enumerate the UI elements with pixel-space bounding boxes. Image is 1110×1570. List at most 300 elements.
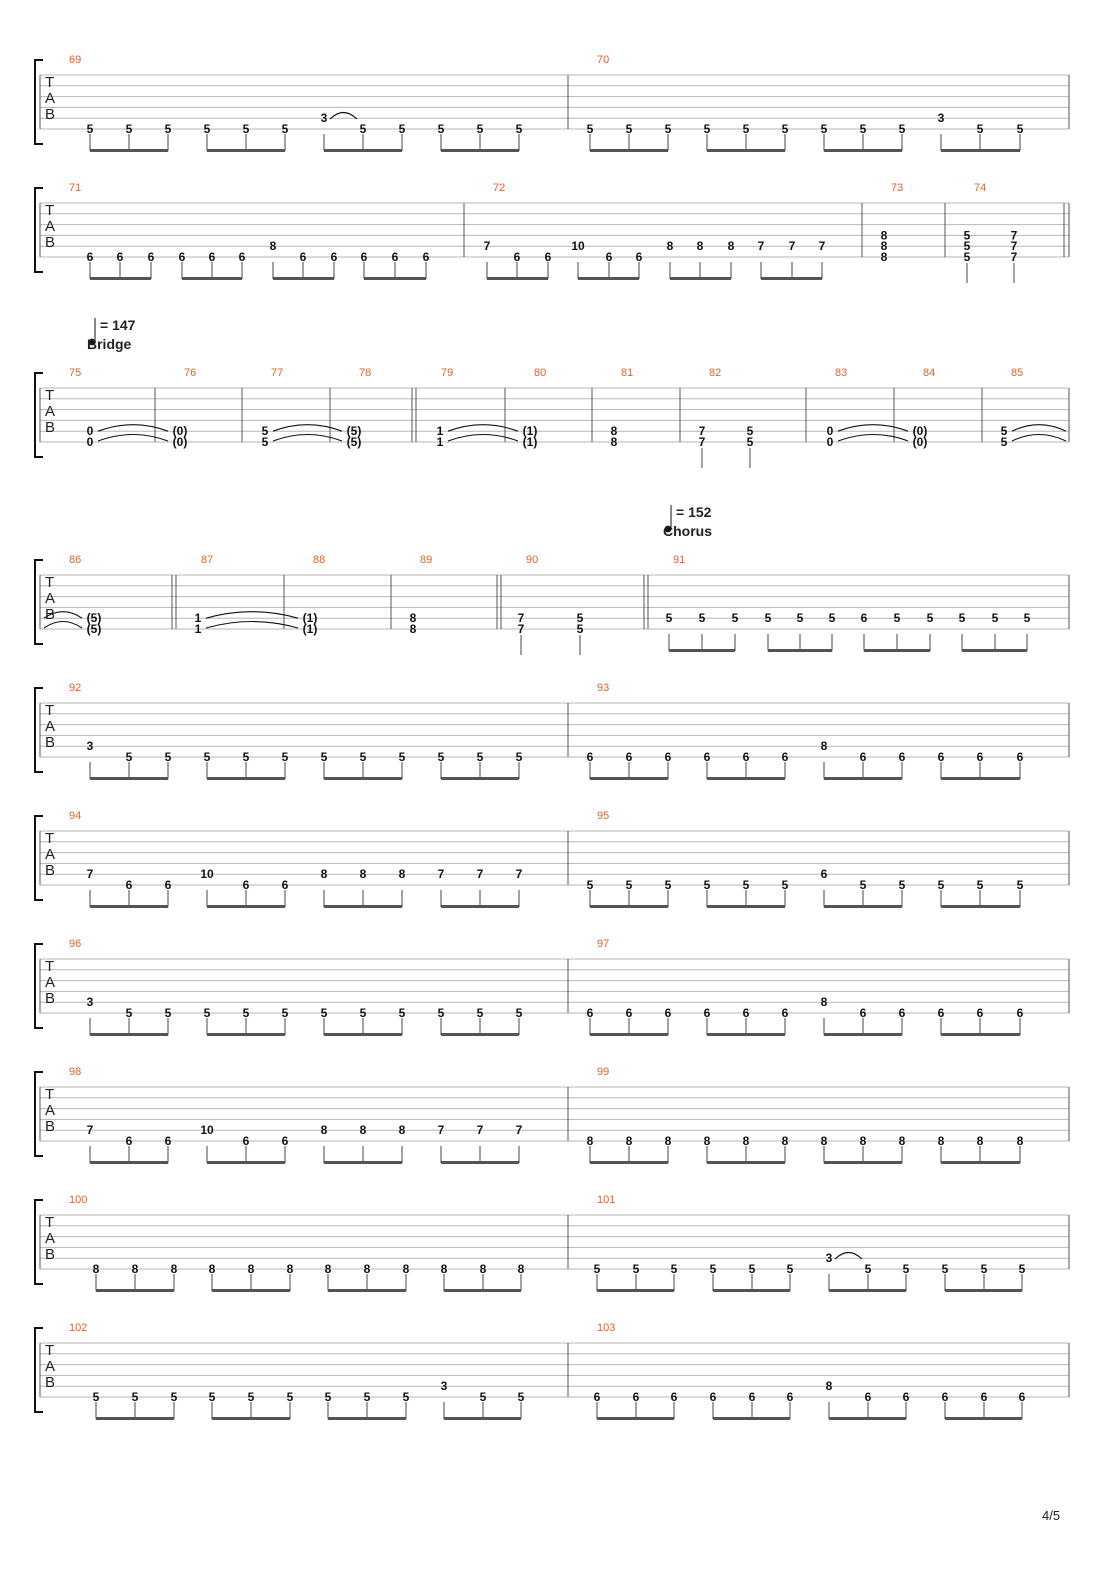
fret-number: 5 — [963, 228, 971, 243]
fret-number: (0) — [172, 435, 188, 449]
fret-number: 5 — [963, 239, 971, 254]
measure-number: 87 — [201, 554, 214, 566]
fret-number: 5 — [781, 878, 789, 892]
measure-number: 69 — [69, 54, 82, 66]
fret-number: 8 — [286, 1262, 294, 1276]
fret-number: 6 — [1018, 1390, 1026, 1404]
fret-number: 6 — [670, 1390, 678, 1404]
fret-number: 5 — [476, 750, 484, 764]
fret-number: 5 — [586, 878, 594, 892]
note-beam — [324, 777, 402, 780]
fret-number: 5 — [898, 878, 906, 892]
fret-number: 6 — [902, 1390, 910, 1404]
note-beam — [441, 1161, 519, 1164]
fret-number: 5 — [261, 435, 269, 449]
note-beam — [670, 277, 731, 280]
fret-number: (0) — [912, 435, 928, 449]
measure-number: 97 — [597, 938, 610, 950]
fret-number: 8 — [479, 1262, 487, 1276]
note-beam — [962, 649, 1027, 652]
fret-number: 5 — [893, 611, 901, 626]
fret-number: 6 — [116, 250, 124, 264]
tab-clef-letter: A — [45, 846, 56, 863]
fret-number: 5 — [746, 424, 754, 439]
fret-number: 5 — [781, 122, 789, 136]
note-beam — [212, 1289, 290, 1292]
note-beam — [824, 1033, 902, 1036]
fret-number: 5 — [359, 1006, 367, 1020]
measure-number: 81 — [621, 367, 634, 379]
fret-number: 5 — [820, 122, 828, 136]
note-beam — [90, 777, 168, 780]
tab-clef-letter: B — [45, 419, 56, 436]
note-beam — [945, 1289, 1022, 1292]
tie-arc — [1012, 435, 1066, 442]
note-beam — [941, 1033, 1020, 1036]
fret-number: 6 — [748, 1390, 756, 1404]
fret-number: 5 — [1000, 424, 1008, 439]
fret-number: 7 — [437, 1123, 445, 1138]
fret-number: 5 — [665, 611, 673, 626]
fret-number: 5 — [286, 1390, 294, 1404]
measure-number: 86 — [69, 554, 82, 566]
fret-number: 8 — [825, 1379, 833, 1394]
fret-number: 8 — [742, 1134, 750, 1148]
fret-number: 8 — [820, 739, 828, 754]
fret-number: 5 — [625, 878, 633, 892]
measure-number: 78 — [359, 367, 372, 379]
fret-number: 5 — [1018, 1262, 1026, 1276]
fret-number: 5 — [247, 1390, 255, 1404]
note-beam — [597, 1289, 674, 1292]
fret-number: 5 — [261, 424, 269, 439]
tab-clef-letter: A — [45, 1358, 56, 1375]
fret-number: 8 — [324, 1262, 332, 1276]
fret-number: 6 — [898, 1006, 906, 1020]
note-beam — [90, 905, 168, 908]
fret-number: 8 — [131, 1262, 139, 1276]
tab-clef-letter: B — [45, 1246, 56, 1263]
fret-number: 6 — [513, 250, 521, 264]
fret-number: 5 — [515, 1006, 523, 1020]
note-beam — [829, 1289, 906, 1292]
fret-number: 5 — [242, 1006, 250, 1020]
measure-number: 94 — [69, 810, 82, 822]
note-beam — [941, 149, 1020, 152]
fret-number: (1) — [522, 435, 538, 449]
system-bracket — [35, 1200, 43, 1284]
fret-number: (5) — [346, 435, 362, 449]
fret-number: 8 — [625, 1134, 633, 1148]
tab-clef-letter: B — [45, 990, 56, 1007]
fret-number: 5 — [281, 1006, 289, 1020]
fret-number: 5 — [515, 122, 523, 136]
fret-number: 6 — [625, 1006, 633, 1020]
fret-number: 0 — [826, 435, 834, 449]
fret-number: 7 — [757, 239, 765, 254]
fret-number: 5 — [479, 1390, 487, 1404]
fret-number: 5 — [1016, 122, 1024, 136]
fret-number: 6 — [664, 750, 672, 764]
note-beam — [669, 649, 735, 652]
fret-number: 3 — [825, 1251, 833, 1266]
fret-number: 5 — [131, 1390, 139, 1404]
tab-clef-letter: T — [45, 958, 55, 975]
note-beam — [768, 649, 832, 652]
tie-arc — [273, 435, 342, 442]
fret-number: (0) — [172, 424, 188, 439]
fret-number: 8 — [170, 1262, 178, 1276]
fret-number: 6 — [238, 250, 246, 264]
fret-number: 8 — [359, 1123, 367, 1138]
fret-number: 5 — [670, 1262, 678, 1276]
fret-number: 7 — [698, 435, 706, 449]
fret-number: 8 — [696, 239, 704, 254]
fret-number: 5 — [208, 1390, 216, 1404]
note-beam — [441, 1033, 519, 1036]
fret-number: 1 — [436, 435, 444, 449]
system-bracket — [35, 560, 43, 644]
system-bracket — [35, 688, 43, 772]
measure-number: 76 — [184, 367, 197, 379]
fret-number: 5 — [242, 122, 250, 136]
note-beam — [328, 1289, 406, 1292]
fret-number: 5 — [164, 750, 172, 764]
fret-number: 6 — [125, 1134, 133, 1148]
note-beam — [941, 777, 1020, 780]
note-beam — [441, 777, 519, 780]
fret-number: 5 — [125, 750, 133, 764]
fret-number: 6 — [786, 1390, 794, 1404]
fret-number: 5 — [941, 1262, 949, 1276]
measure-number: 101 — [597, 1194, 616, 1206]
note-beam — [707, 905, 785, 908]
fret-number: 6 — [664, 1006, 672, 1020]
fret-number: 5 — [320, 1006, 328, 1020]
measure-number: 70 — [597, 54, 610, 66]
note-beam — [590, 1033, 668, 1036]
fret-number: 6 — [703, 1006, 711, 1020]
fret-number: 5 — [976, 122, 984, 136]
fret-number: 6 — [147, 250, 155, 264]
tab-clef-letter: B — [45, 862, 56, 879]
fret-number: 5 — [926, 611, 934, 626]
fret-number: 6 — [941, 1390, 949, 1404]
tab-clef-letter: A — [45, 403, 56, 420]
fret-number: 5 — [437, 750, 445, 764]
fret-number: 6 — [976, 750, 984, 764]
fret-number: 5 — [576, 611, 584, 626]
system-bracket — [35, 944, 43, 1028]
fret-number: 5 — [437, 1006, 445, 1020]
fret-number: 8 — [409, 622, 417, 636]
tie-arc — [838, 435, 908, 442]
tie-arc — [98, 425, 168, 432]
tie-arc — [448, 425, 518, 432]
fret-number: 5 — [515, 750, 523, 764]
measure-number: 80 — [534, 367, 547, 379]
fret-number: 6 — [781, 1006, 789, 1020]
measure-number: 84 — [923, 367, 936, 379]
fret-number: 7 — [818, 239, 826, 254]
measure-number: 89 — [420, 554, 433, 566]
fret-number: 7 — [476, 1123, 484, 1138]
fret-number: 6 — [1016, 750, 1024, 764]
fret-number: 5 — [476, 122, 484, 136]
tie-arc — [448, 435, 518, 442]
fret-number: 6 — [859, 750, 867, 764]
fret-number: (5) — [86, 622, 102, 636]
fret-number: 3 — [320, 111, 328, 126]
fret-number: 5 — [664, 878, 672, 892]
measure-number: 99 — [597, 1066, 610, 1078]
fret-number: 5 — [164, 122, 172, 136]
fret-number: 5 — [902, 1262, 910, 1276]
fret-number: 6 — [330, 250, 338, 264]
fret-number: 6 — [208, 250, 216, 264]
note-beam — [273, 277, 334, 280]
tie-arc — [838, 425, 908, 432]
note-beam — [590, 1161, 668, 1164]
fret-number: 7 — [698, 424, 706, 439]
measure-number: 100 — [69, 1194, 88, 1206]
note-beam — [96, 1417, 174, 1420]
fret-number: 8 — [976, 1134, 984, 1148]
measure-number: 75 — [69, 367, 82, 379]
fret-number: (0) — [912, 424, 928, 439]
fret-number: 8 — [320, 867, 328, 882]
fret-number: 7 — [86, 1123, 94, 1138]
fret-number: 6 — [422, 250, 430, 264]
fret-number: 5 — [664, 122, 672, 136]
fret-number: 8 — [247, 1262, 255, 1276]
fret-number: 8 — [664, 1134, 672, 1148]
measure-number: 91 — [673, 554, 686, 566]
fret-number: 6 — [703, 750, 711, 764]
fret-number: 5 — [92, 1390, 100, 1404]
measure-number: 77 — [271, 367, 284, 379]
fret-number: 6 — [164, 878, 172, 892]
measure-number: 93 — [597, 682, 610, 694]
fret-number: 8 — [402, 1262, 410, 1276]
fret-number: (1) — [522, 424, 538, 439]
note-beam — [96, 1289, 174, 1292]
fret-number: 5 — [937, 878, 945, 892]
measure-number: 74 — [974, 182, 987, 194]
system-bracket — [35, 60, 43, 144]
note-beam — [941, 1161, 1020, 1164]
fret-number: 6 — [864, 1390, 872, 1404]
fret-number: 7 — [517, 622, 525, 636]
fret-number: 5 — [742, 122, 750, 136]
tab-clef-letter: A — [45, 1102, 56, 1119]
fret-number: 5 — [898, 122, 906, 136]
fret-number: 8 — [781, 1134, 789, 1148]
tab-clef-letter: B — [45, 1118, 56, 1135]
measure-number: 95 — [597, 810, 610, 822]
fret-number: 5 — [1023, 611, 1031, 626]
fret-number: 8 — [208, 1262, 216, 1276]
fret-number: 5 — [976, 878, 984, 892]
fret-number: 6 — [709, 1390, 717, 1404]
fret-number: 6 — [781, 750, 789, 764]
fret-number: 5 — [359, 122, 367, 136]
fret-number: 6 — [86, 250, 94, 264]
section-label: Bridge — [87, 336, 132, 352]
note-beam — [713, 1289, 790, 1292]
fret-number: 6 — [299, 250, 307, 264]
tab-clef-letter: T — [45, 830, 55, 847]
fret-number: 5 — [593, 1262, 601, 1276]
tab-clef-letter: B — [45, 234, 56, 251]
tab-clef-letter: T — [45, 1342, 55, 1359]
page-number: 4/5 — [1042, 1508, 1061, 1523]
fret-number: 5 — [703, 878, 711, 892]
fret-number: 6 — [242, 1134, 250, 1148]
fret-number: 3 — [86, 995, 94, 1010]
fret-number: 5 — [363, 1390, 371, 1404]
fret-number: 8 — [610, 424, 618, 439]
fret-number: 6 — [586, 750, 594, 764]
system-bracket — [35, 1328, 43, 1412]
fret-number: 8 — [517, 1262, 525, 1276]
note-beam — [578, 277, 639, 280]
measure-number: 83 — [835, 367, 848, 379]
fret-number: 5 — [864, 1262, 872, 1276]
note-beam — [761, 277, 822, 280]
tab-clef-letter: B — [45, 1374, 56, 1391]
fret-number: 8 — [269, 239, 277, 254]
fret-number: 8 — [880, 239, 888, 254]
fret-number: 6 — [976, 1006, 984, 1020]
fret-number: (1) — [302, 611, 318, 626]
fret-number: 8 — [666, 239, 674, 254]
fret-number: 5 — [281, 750, 289, 764]
fret-number: 3 — [937, 111, 945, 126]
note-beam — [444, 1289, 521, 1292]
fret-number: 6 — [632, 1390, 640, 1404]
fret-number: 6 — [281, 1134, 289, 1148]
note-beam — [182, 277, 242, 280]
note-beam — [441, 905, 519, 908]
fret-number: 7 — [476, 867, 484, 882]
fret-number: 5 — [402, 1390, 410, 1404]
tab-clef-letter: A — [45, 718, 56, 735]
fret-number: 6 — [860, 611, 868, 626]
fret-number: 0 — [86, 435, 94, 449]
note-beam — [324, 1161, 402, 1164]
note-beam — [824, 149, 902, 152]
tab-clef-letter: A — [45, 590, 56, 607]
measure-number: 102 — [69, 1322, 88, 1334]
fret-number: 5 — [359, 750, 367, 764]
fret-number: 8 — [1016, 1134, 1024, 1148]
measure-number: 72 — [493, 182, 506, 194]
note-beam — [590, 777, 668, 780]
fret-number: 8 — [409, 611, 417, 626]
fret-number: 7 — [437, 867, 445, 882]
note-beam — [824, 905, 902, 908]
fret-number: 8 — [727, 239, 735, 254]
fret-number: 5 — [731, 611, 739, 626]
fret-number: (5) — [346, 424, 362, 439]
fret-number: 8 — [859, 1134, 867, 1148]
fret-number: 1 — [194, 611, 202, 626]
fret-number: 5 — [398, 122, 406, 136]
note-beam — [824, 777, 902, 780]
fret-number: 5 — [828, 611, 836, 626]
measure-number: 79 — [441, 367, 454, 379]
fret-number: 5 — [398, 1006, 406, 1020]
fret-number: 5 — [703, 122, 711, 136]
fret-number: 8 — [92, 1262, 100, 1276]
measure-number: 98 — [69, 1066, 82, 1078]
fret-number: 5 — [324, 1390, 332, 1404]
tab-clef-letter: T — [45, 387, 55, 404]
note-beam — [207, 149, 285, 152]
fret-number: 6 — [898, 750, 906, 764]
tab-clef-letter: T — [45, 1086, 55, 1103]
fret-number: 8 — [440, 1262, 448, 1276]
fret-number: 7 — [788, 239, 796, 254]
note-beam — [90, 1161, 168, 1164]
fret-number: 8 — [880, 228, 888, 243]
tab-clef-letter: A — [45, 1230, 56, 1247]
tab-clef-letter: B — [45, 734, 56, 751]
fret-number: 6 — [242, 878, 250, 892]
fret-number: 8 — [398, 867, 406, 882]
fret-number: 5 — [698, 611, 706, 626]
tie-arc — [273, 425, 342, 432]
fret-number: 5 — [980, 1262, 988, 1276]
fret-number: 5 — [1000, 435, 1008, 449]
measure-number: 92 — [69, 682, 82, 694]
tie-arc — [1012, 425, 1066, 432]
tab-clef-letter: A — [45, 974, 56, 991]
fret-number: 8 — [937, 1134, 945, 1148]
fret-number: 5 — [203, 1006, 211, 1020]
note-beam — [324, 1033, 402, 1036]
tempo-marking: = 152 — [676, 504, 712, 520]
note-beam — [829, 1417, 906, 1420]
fret-number: 5 — [1016, 878, 1024, 892]
measure-number: 90 — [526, 554, 539, 566]
note-beam — [713, 1417, 790, 1420]
tab-clef-letter: A — [45, 90, 56, 107]
fret-number: 5 — [859, 878, 867, 892]
fret-number: 5 — [742, 878, 750, 892]
fret-number: 6 — [820, 867, 828, 882]
fret-number: 7 — [1010, 239, 1018, 254]
fret-number: 6 — [360, 250, 368, 264]
note-beam — [707, 777, 785, 780]
fret-number: 6 — [605, 250, 613, 264]
fret-number: 5 — [625, 122, 633, 136]
tab-clef-letter: B — [45, 106, 56, 123]
measure-number: 82 — [709, 367, 722, 379]
fret-number: 6 — [178, 250, 186, 264]
tab-clef-letter: T — [45, 702, 55, 719]
fret-number: 3 — [86, 739, 94, 754]
fret-number: 10 — [200, 1123, 214, 1138]
note-beam — [945, 1417, 1022, 1420]
fret-number: 1 — [436, 424, 444, 439]
fret-number: 5 — [991, 611, 999, 626]
fret-number: 10 — [571, 239, 585, 254]
fret-number: 8 — [586, 1134, 594, 1148]
tab-clef-letter: T — [45, 202, 55, 219]
fret-number: 8 — [898, 1134, 906, 1148]
